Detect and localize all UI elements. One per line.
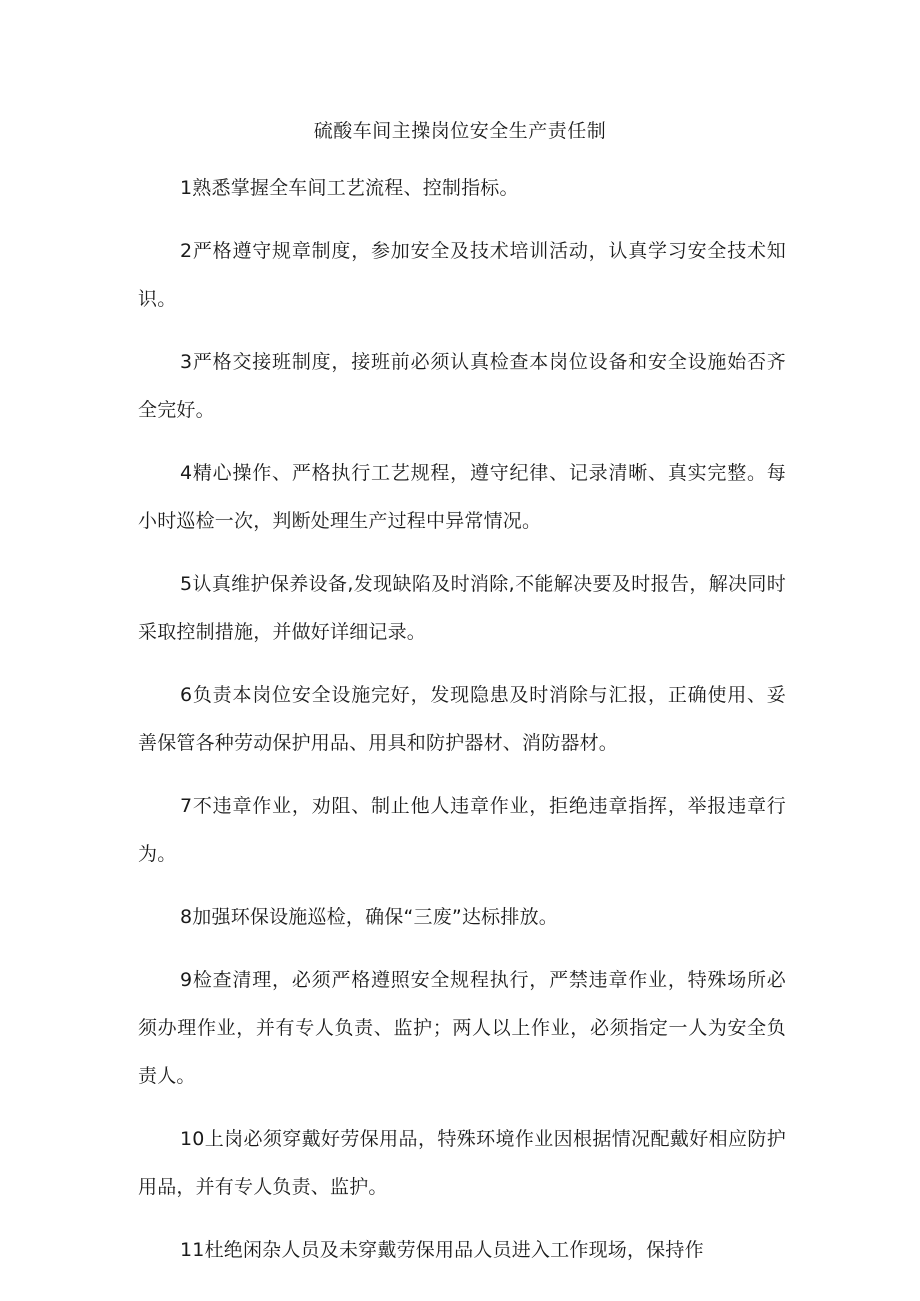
paragraph-11: 11杜绝闲杂人员及未穿戴劳保用品人员进入工作现场，保持作 (180, 1239, 704, 1261)
document-title: 硫酸车间主操岗位安全生产责任制 (313, 120, 607, 142)
paragraph-4: 4精心操作、严格执行工艺规程，遵守纪律、记录清晰、真实完整。每小时巡检一次，判断处理生产过程中异常情况。 (138, 462, 786, 532)
paragraph-7: 7不违章作业，劝阻、制止他人违章作业，拒绝违章指挥，举报违章行为。 (138, 795, 786, 865)
paragraph-8: 8加强环保设施巡检，确保“三废”达标排放。 (180, 906, 558, 928)
paragraph-5: 5认真维护保养设备,发现缺陷及时消除,不能解决要及时报告，解决同时采取控制措施，并做好详细记录。 (138, 573, 786, 643)
paragraph-9: 9检查清理，必须严格遵照安全规程执行，严禁违章作业，特殊场所必须办理作业，并有专人负责、监护；两人以上作业，必须指定一人为安全负责人。 (138, 969, 786, 1087)
paragraph-10: 10上岗必须穿戴好劳保用品，特殊环境作业因根据情况配戴好相应防护用品，并有专人负责、监护。 (138, 1128, 786, 1198)
paragraph-3: 3严格交接班制度，接班前必须认真检查本岗位设备和安全设施始否齐全完好。 (138, 351, 786, 421)
paragraph-1: 1熟悉掌握全车间工艺流程、控制指标。 (180, 177, 519, 199)
document-body (138, 164, 786, 1289)
paragraph-2: 2严格遵守规章制度，参加安全及技术培训活动，认真学习安全技术知识。 (138, 240, 786, 310)
paragraph-6: 6负责本岗位安全设施完好，发现隐患及时消除与汇报，正确使用、妥善保管各种劳动保护用品、用具和防护器材、消防器材。 (138, 684, 786, 754)
